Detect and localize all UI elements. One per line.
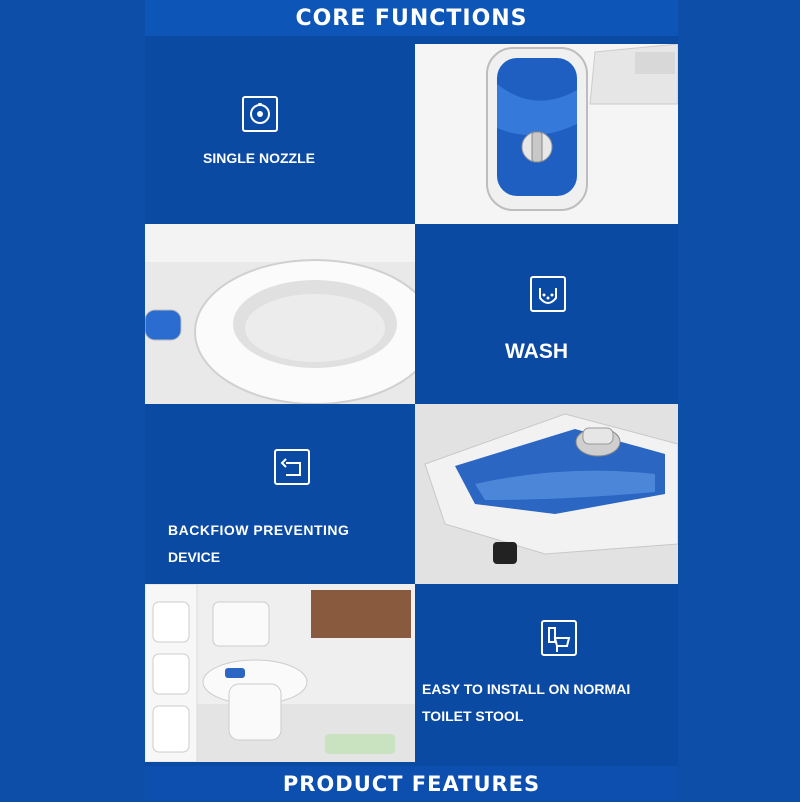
core-functions-title: CORE FUNCTIONS — [145, 0, 678, 36]
toilet-icon — [541, 620, 577, 656]
left-margin — [0, 0, 145, 800]
backflow-cell — [145, 404, 415, 584]
wash-label: WASH — [505, 340, 568, 363]
easy-install-cell — [415, 584, 678, 762]
backflow-icon — [274, 449, 310, 485]
wash-icon — [530, 276, 566, 312]
easy-install-label-line1: EASY TO INSTALL ON NORMAI — [422, 681, 631, 697]
product-features-title: PRODUCT FEATURES — [145, 766, 678, 800]
nozzle-control-photo — [415, 44, 678, 224]
feature-panel — [145, 0, 678, 800]
control-knob-photo — [415, 404, 678, 584]
backflow-label-line2: DEVICE — [168, 549, 221, 565]
single-nozzle-label: SINGLE NOZZLE — [203, 150, 315, 166]
easy-install-label-line2: TOILET STOOL — [422, 708, 524, 724]
wash-cell — [415, 224, 678, 404]
nozzle-icon — [242, 96, 278, 132]
single-nozzle-cell — [145, 36, 415, 222]
bathroom-install-photo — [145, 584, 415, 762]
right-margin — [678, 0, 800, 800]
toilet-seat-photo — [145, 224, 415, 404]
backflow-label-line1: BACKFIOW PREVENTING — [168, 522, 350, 538]
